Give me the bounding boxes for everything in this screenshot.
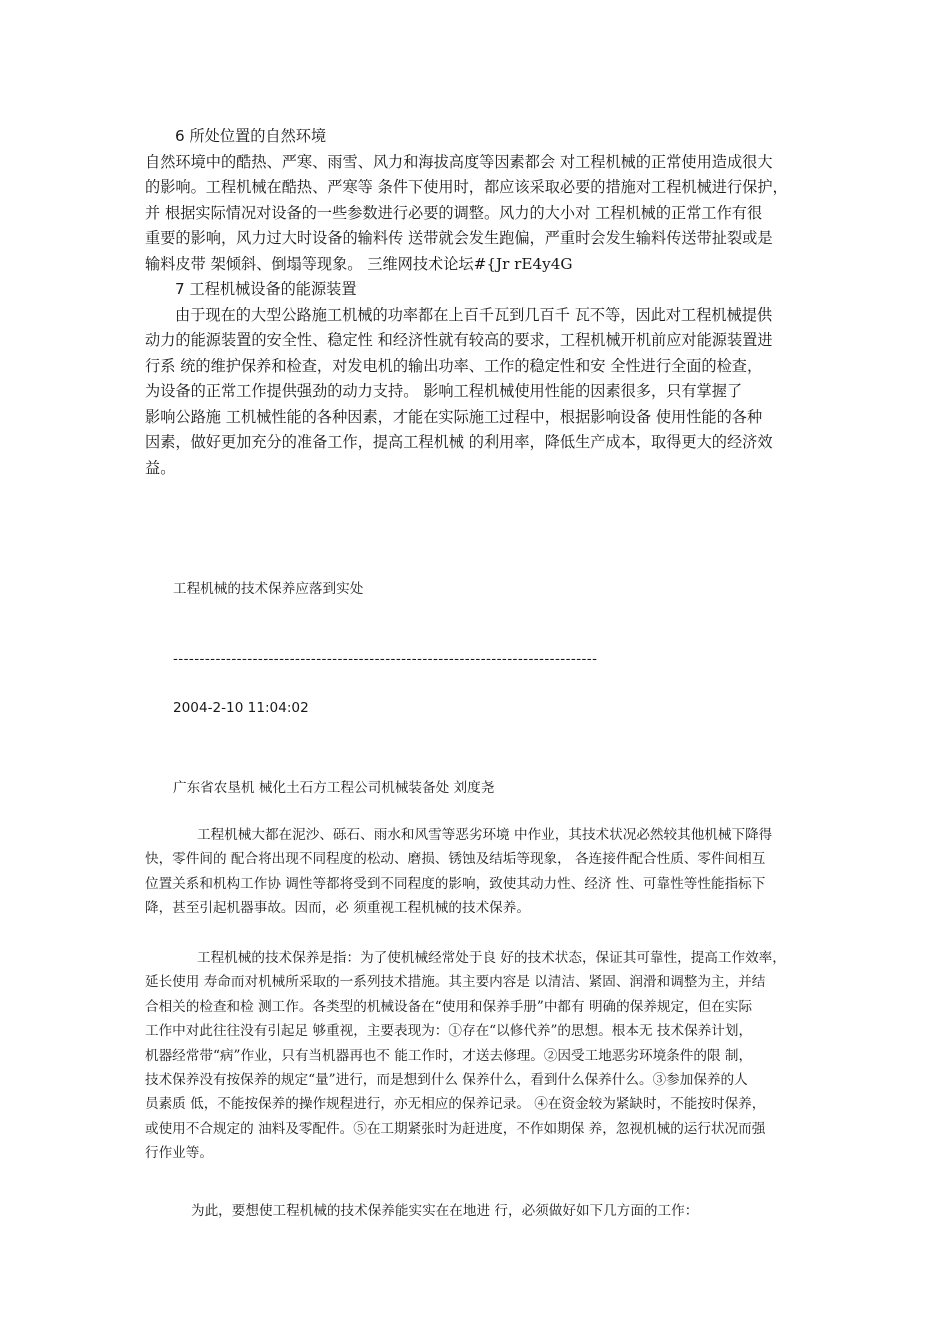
paragraph-line: 技术保养没有按保养的规定“量”进行，而是想到什么 保养什么，看到什么保养什么。③参加保养的人 [145,1072,748,1089]
section-7-line: 行系 统的维护保养和检查，对发电机的输出功率、工作的稳定性和安 全性进行全面的检查， [145,356,763,375]
paragraph-line: 延长使用 寿命而对机械所采取的一系列技术措施。其主要内容是 以清洁、紧固、润滑和调整为主，并结 [145,974,766,991]
section-7-line: 动力的能源装置的安全性、稳定性 和经济性就有较高的要求，工程机械开机前应对能源装置进 [145,331,773,349]
paragraph-line: 工程机械大都在泥沙、砾石、雨水和风雪等恶劣环境 中作业，其技术状况必然较其他机械下降得 [197,827,773,843]
paragraph-line: 降，甚至引起机器事故。因而，必 须重视工程机械的技术保养。 [145,900,530,917]
article-paragraph-2 [145,946,815,1166]
section-7-heading: 7 工程机械设备的能源装置 [175,280,357,298]
paragraph-line: 工程机械的技术保养是指：为了使机械经常处于良 好的技术状态，保证其可靠性，提高工作效率， [197,950,786,966]
paragraph-line: 工作中对此往往没有引起足 够重视，主要表现为：①存在“以修代养”的思想。根本无 技术保养计划， [145,1023,753,1040]
section-6-line: 的影响。工程机械在酷热、严寒等 条件下使用时，都应该采取必要的措施对工程机械进行保护， [145,178,788,196]
article-date: 2004-2-10 11:04:02 [173,700,309,716]
section-6-line: 输料皮带 架倾斜、倒塌等现象。 三维网技术论坛#{Jr rE4y4G [145,254,573,273]
article-title: 工程机械的技术保养应落到实处 [173,581,364,597]
section-6-heading: 6 所处位置的自然环境 [175,127,327,145]
section-6 [145,124,815,481]
paragraph-line: 快，零件间的 配合将出现不同程度的松动、磨损、锈蚀及结垢等现象， 各连接件配合性质、零件间相互 [145,851,766,868]
article-author: 广东省农垦机 械化土石方工程公司机械装备处 刘度尧 [173,780,495,796]
paragraph-line: 位置关系和机构工作协 调性等都将受到不同程度的影响，致使其动力性、经济 性、可靠性等性能指标下 [145,875,766,892]
section-6-line: 自然环境中的酷热、严寒、雨雪、风力和海拔高度等因素都会 对工程机械的正常使用造成很大 [145,152,773,171]
paragraph-line: 机器经常带“病”作业，只有当机器再也不 能工作时，才送去修理。②因受工地恶劣环境条件的限 制， [145,1047,753,1064]
section-7-line: 由于现在的大型公路施工机械的功率都在上百千瓦到几百千 瓦不等，因此对工程机械提供 [175,305,773,324]
article-divider: -------------------------------------------------------------------------------- [173,651,598,667]
paragraph-line: 合相关的检查和检 测工作。各类型的机械设备在“使用和保养手册”中都有 明确的保养规定，但在实际 [145,998,753,1015]
section-7-line: 益。 [145,458,176,477]
paragraph-line: 行作业等。 [145,1145,213,1162]
section-7-line: 因素，做好更加充分的准备工作，提高工程机械 的利用率，降低生产成本，取得更大的经济效 [145,433,773,451]
section-6-line: 重要的影响，风力过大时设备的输料传 送带就会发生跑偏，严重时会发生输料传送带扯裂或是 [145,229,773,247]
article-paragraph-3: 为此，要想使工程机械的技术保养能实实在在地进 行，必须做好如下几方面的工作： [191,1203,699,1219]
section-6-line: 并 根据实际情况对设备的一些参数进行必要的调整。风力的大小对 工程机械的正常工作有很 [145,203,763,222]
paragraph-line: 员素质 低，不能按保养的操作规程进行，亦无相应的保养记录。 ④在资金较为紧缺时，不能按时保养， [145,1096,766,1113]
article-paragraph-1 [145,823,815,921]
section-7-line: 影响公路施 工机械性能的各种因素，才能在实际施工过程中，根据影响设备 使用性能的各种 [145,407,763,426]
paragraph-line: 或使用不合规定的 油料及零配件。⑤在工期紧张时为赶进度，不作如期保 养，忽视机械的运行状况而强 [145,1120,766,1137]
section-7-line: 为设备的正常工作提供强劲的动力支持。 影响工程机械使用性能的因素很多，只有掌握了 [145,382,743,400]
